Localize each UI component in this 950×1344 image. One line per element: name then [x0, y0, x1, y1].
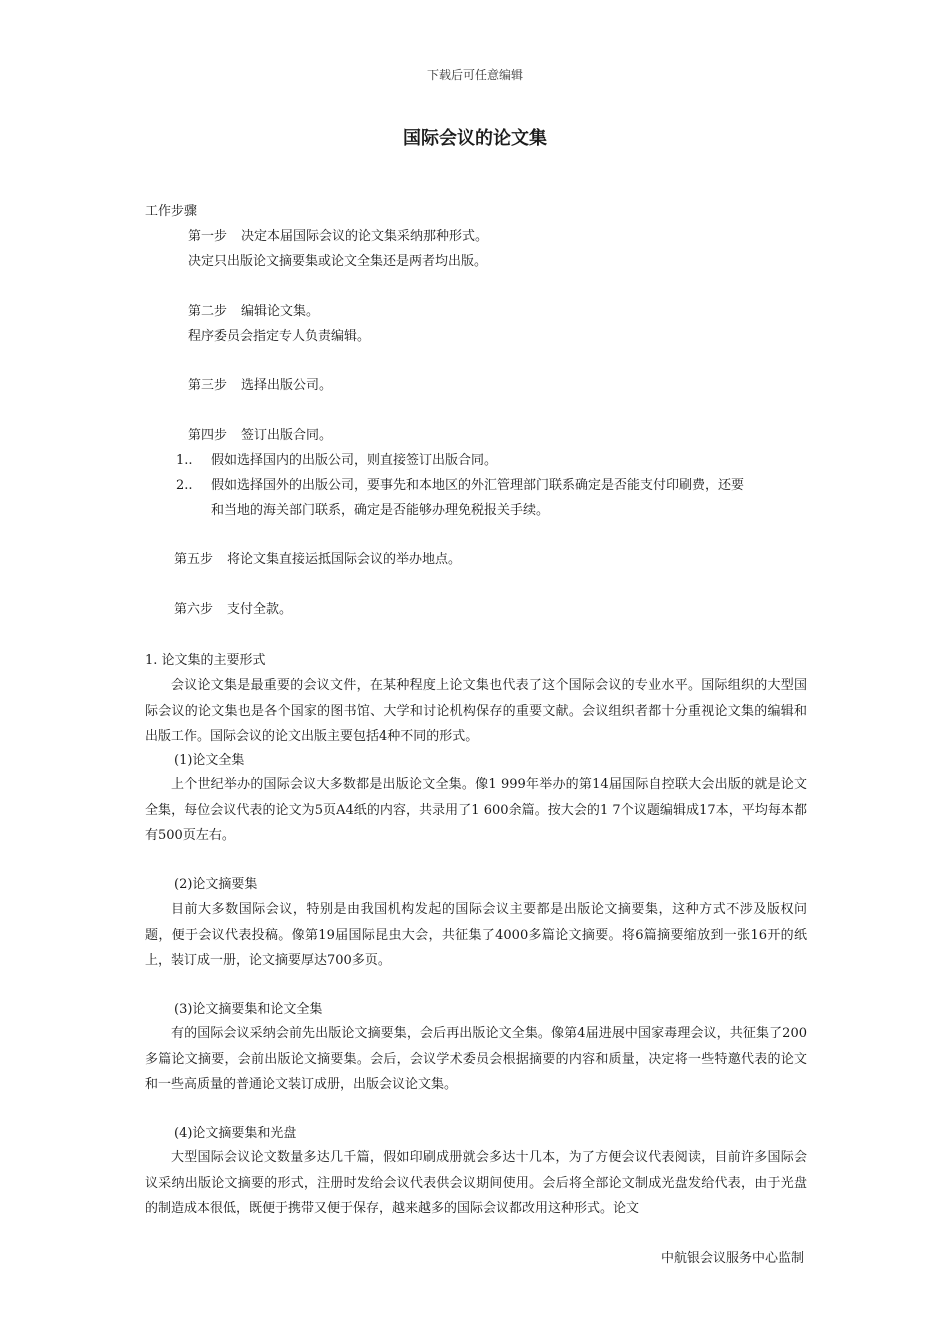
step2-detail: 程序委员会指定专人负责编辑。 — [188, 329, 371, 344]
form2-text: 目前大多数国际会议，特别是由我国机构发起的国际会议主要都是出版论文摘要集，这种方式不涉及版权问题，便于会议代表投稿。像第19届国际昆虫大会，共征集了4000多篇论文摘要。将6篇摘要缩放到一张16开的纸上，装订成一册，论文摘要厚达700多页。 — [145, 902, 807, 968]
step3-line — [188, 373, 332, 398]
step6-label: 第六步 — [174, 602, 214, 617]
step4-item1-text: 假如选择国内的出版公司，则直接签订出版合同。 — [211, 453, 498, 468]
step5-line — [174, 547, 461, 572]
step4-text: 签订出版合同。 — [241, 428, 333, 443]
section1-heading: 1. 论文集的主要形式 — [145, 653, 266, 668]
step3-label: 第三步 — [188, 378, 228, 393]
step2-label: 第二步 — [188, 304, 228, 319]
step4-line — [188, 423, 332, 448]
step6-text: 支付全款。 — [227, 602, 293, 617]
work-steps-heading: 工作步骤 — [145, 204, 198, 219]
step4-item1-num: 1.. — [176, 453, 193, 468]
step4-label: 第四步 — [188, 428, 228, 443]
section1-intro: 会议论文集是最重要的会议文件，在某种程度上论文集也代表了这个国际会议的专业水平。国际组织的大型国际会议的论文集也是各个国家的图书馆、大学和讨论机构保存的重要文献。会议组织者都十分重视论文集的编辑和出版工作。国际会议的论文出版主要包括4种不同的形式。 — [145, 678, 807, 744]
step1-line — [188, 224, 488, 249]
step4-item2-line2: 和当地的海关部门联系，确定是否能够办理免税报关手续。 — [211, 503, 550, 518]
form4-heading: (4)论文摘要集和光盘 — [174, 1126, 297, 1141]
header-note: 下载后可任意编辑 — [426, 68, 523, 82]
form1-heading: (1)论文全集 — [174, 753, 245, 768]
form3-heading: (3)论文摘要集和论文全集 — [174, 1002, 323, 1017]
step4-item2-num: 2.. — [176, 478, 193, 493]
form3-text: 有的国际会议采纳会前先出版论文摘要集，会后再出版论文全集。像第4届进展中国家毒理会议，共征集了200多篇论文摘要，会前出版论文摘要集。会后，会议学术委员会根据摘要的内容和质量，决定将一些特邀代表的论文和一些高质量的普通论文装订成册，出版会议论文集。 — [145, 1026, 807, 1092]
form2-heading: (2)论文摘要集 — [174, 877, 258, 892]
step6-line — [174, 597, 292, 622]
page-title: 国际会议的论文集 — [403, 128, 547, 149]
form1-text: 上个世纪举办的国际会议大多数都是出版论文全集。像1 999年举办的第14届国际自控联大会出版的就是论文全集，每位会议代表的论文为5页A4纸的内容，共录用了1 600余篇。按大会的1 7个议题编辑成17本，平均每本都有500页左右。 — [145, 777, 807, 843]
step3-text: 选择出版公司。 — [241, 378, 333, 393]
form4-text: 大型国际会议论文数量多达几千篇，假如印刷成册就会多达十几本，为了方便会议代表阅读，目前许多国际会议采纳出版论文摘要的形式，注册时发给会议代表供会议期间使用。会后将全部论文制成光盘发给代表，由于光盘的制造成本很低，既便于携带又便于保存，越来越多的国际会议都改用这种形式。论文 — [145, 1150, 807, 1216]
step2-text: 编辑论文集。 — [241, 304, 320, 319]
step4-item2-line1: 假如选择国外的出版公司，要事先和本地区的外汇管理部门联系确定是否能支付印刷费，还要 — [211, 478, 745, 493]
step2-line — [188, 299, 319, 324]
step5-label: 第五步 — [174, 552, 214, 567]
step1-text: 决定本届国际会议的论文集采纳那种形式。 — [241, 229, 489, 244]
step1-detail: 决定只出版论文摘要集或论文全集还是两者均出版。 — [188, 254, 488, 269]
footer-note: 中航银会议服务中心监制 — [660, 1251, 804, 1266]
step1-label: 第一步 — [188, 229, 228, 244]
step5-text: 将论文集直接运抵国际会议的举办地点。 — [227, 552, 462, 567]
